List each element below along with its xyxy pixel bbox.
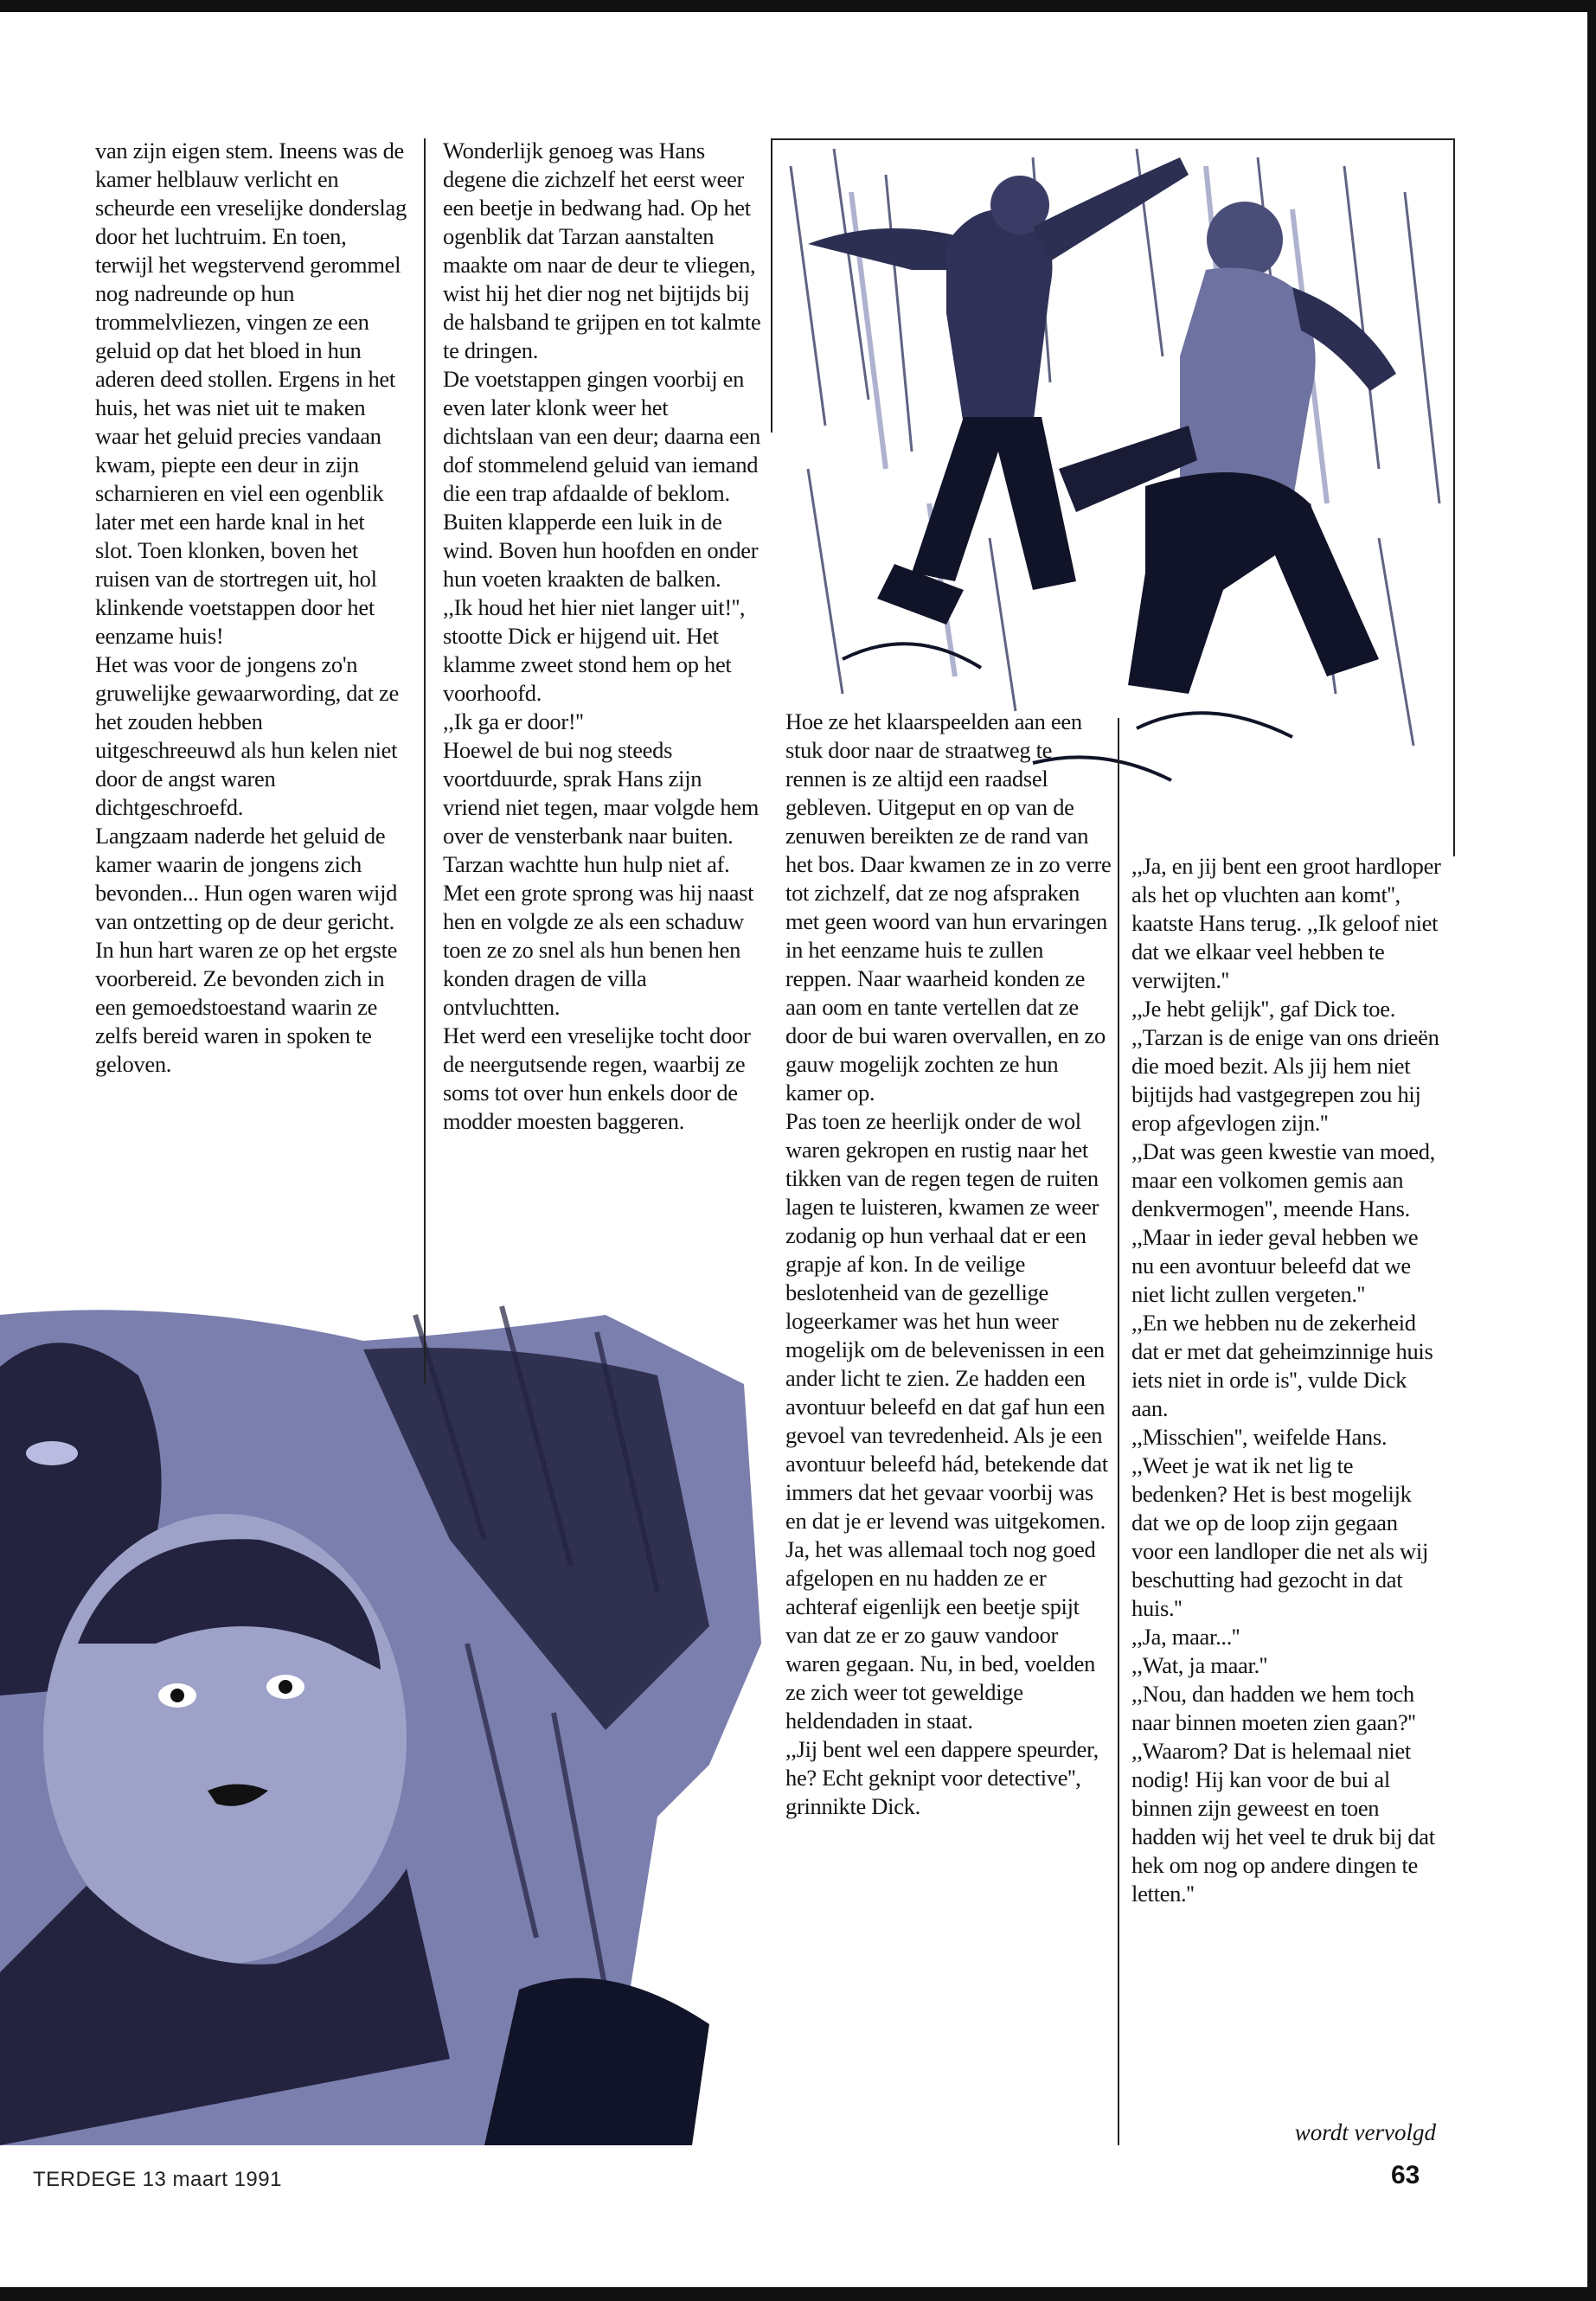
illustration-frame-right — [1453, 138, 1455, 856]
paragraph: ,,Waarom? Dat is helemaal niet nodig! Hij kan voor de bui al binnen zijn geweest en toen hadden wij het veel te druk bij dat hek om nog op andere dingen te letten.'' — [1131, 1738, 1435, 1907]
column-divider — [771, 138, 772, 433]
paragraph: ,,Jij bent wel een dappere speurder, he? Echt geknipt voor detective'', grinnikte Dick. — [785, 1736, 1099, 1819]
column-divider — [1118, 718, 1119, 2145]
publication-footer: TERDEGE 13 maart 1991 — [33, 2168, 282, 2191]
paragraph: ,,Ja, en jij bent een groot hardloper als het op vluchten aan komt'', kaatste Hans terug. ,,Ik geloof niet dat we elkaar veel hebben te verwijten.'' — [1131, 853, 1441, 993]
scan-border-top — [0, 0, 1596, 12]
page-number: 63 — [1391, 2161, 1420, 2189]
paragraph: Het was voor de jongens zo'n gruwelijke gewaarwording, dat ze het zouden hebben uitgeschreeuwd als hun kelen niet door de angst waren dichtgeschroefd. — [95, 651, 399, 820]
article-column-3 — [785, 708, 1114, 1821]
paragraph: van zijn eigen stem. Ineens was de kamer helblauw verlicht en scheurde een vreselijke donderslag door het luchtruim. En toen, terwijl het wegstervend gerommel nog nadreunde op hun trommelvliezen, vingen ze een geluid op dat het bloed in hun aderen deed stollen. Ergens in het huis, het was niet uit te maken waar het geluid precies vandaan kwam, piepte een deur in zijn scharnieren en viel een ogenblik later met een harde knal in het slot. Toen klonken, boven het ruisen van de stortregen uit, hol klinkende voetstappen door het eenzame huis! — [95, 138, 407, 649]
paragraph: Wonderlijk genoeg was Hans degene die zichzelf het eerst weer een beetje in bedwang had. Op het ogenblik dat Tarzan aanstalten maakte om naar de deur te vliegen, wist hij het dier nog net bijtijds bij de halsband te grijpen en tot kalmte te dringen. — [443, 138, 761, 363]
paragraph: De voetstappen gingen voorbij en even later klonk weer het dichtslaan van een deur; daarna een dof stommelend geluid van iemand die een trap afdaalde of beklom. — [443, 366, 760, 506]
article-column-1 — [95, 137, 407, 1079]
paragraph: ,,En we hebben nu de zekerheid dat er met dat geheimzinnige huis iets niet in orde is'', vulde Dick aan. — [1131, 1310, 1433, 1421]
scan-border-bottom — [0, 2287, 1596, 2301]
paragraph: ,,Ik houd het hier niet langer uit!'', stootte Dick er hijgend uit. Het klamme zweet stond hem op het voorhoofd. — [443, 594, 746, 706]
paragraph: ,,Ja, maar...'' — [1131, 1624, 1240, 1650]
paragraph: ,,Nou, dan hadden we hem toch naar binnen moeten zien gaan?'' — [1131, 1681, 1416, 1735]
paragraph: Pas toen ze heerlijk onder de wol waren gekropen en rustig naar het tikken van de regen tegen de ruiten lagen te luisteren, kwamen ze weer zodanig op hun verhaal dat er een grapje af kon. In de veilige beslotenheid van de gezellige logeerkamer was het hun weer mogelijk om de belevenissen in een ander licht te zien. Ze hadden een avontuur beleefd en dat gaf hun een gevoel van tevredenheid. Als je een avontuur beleefd hád, betekende dat immers dat het gevaar voorbij was en dat je er levend was uitgekomen. Ja, het was allemaal toch nog goed afgelopen en nu hadden ze er achteraf eigenlijk een beetje spijt van dat ze er zo gauw vandoor waren gegaan. Nu, in bed, voelden ze zich weer tot geweldige heldendaden in staat. — [785, 1108, 1108, 1734]
to-be-continued-note: wordt vervolgd — [1294, 2119, 1436, 2145]
article-column-2 — [443, 137, 761, 1136]
column-divider — [424, 138, 426, 1384]
illustration-frame-top — [771, 138, 1454, 140]
paragraph: Het werd een vreselijke tocht door de neergutsende regen, waarbij ze soms tot over hun enkels door de modder moesten baggeren. — [443, 1022, 751, 1134]
paragraph: ,,Maar in ieder geval hebben we nu een avontuur beleefd dat we niet licht zullen vergeten.'' — [1131, 1224, 1419, 1307]
paragraph: ,,Ik ga er door!'' — [443, 708, 584, 734]
article-column-4 — [1131, 852, 1443, 1908]
paragraph: ,,Wat, ja maar.'' — [1131, 1652, 1267, 1678]
paragraph: Langzaam naderde het geluid de kamer waarin de jongens zich bevonden... Hun ogen waren wijd van ontzetting op de deur gericht. In hun hart waren ze op het ergste voorbereid. Ze bevonden zich in een gemoedstoestand waarin ze zelfs bereid waren in spoken te geloven. — [95, 823, 398, 1077]
paragraph: ,,Misschien'', weifelde Hans. ,,Weet je wat ik net lig te bedenken? Het is best mogelijk dat we op de loop zijn gegaan voor een landloper die net als wij beschutting had gezocht in dat huis.'' — [1131, 1424, 1429, 1621]
scan-border-right — [1587, 0, 1596, 2301]
frightened-boys-illustration — [0, 1280, 779, 2145]
paragraph: Hoe ze het klaarspeelden aan een stuk door naar de straatweg te rennen is ze altijd een raadsel gebleven. Uitgeput en op van de zenuwen bereikten ze de rand van het bos. Daar kwamen ze in zo verre tot zichzelf, dat ze nog afspraken met geen woord van hun ervaringen in het eenzame huis te zullen reppen. Naar waarheid konden ze aan oom en tante vertellen dat ze door de bui waren overvallen, en zo gauw mogelijk zochten ze hun kamer op. — [785, 708, 1112, 1106]
paragraph: ,,Je hebt gelijk'', gaf Dick toe. ,,Tarzan is de enige van ons drieën die moed bezit. Als jij hem niet bijtijds had vastgegrepen zou hij erop afgevlogen zijn.'' — [1131, 996, 1439, 1136]
paragraph: ,,Dat was geen kwestie van moed, maar een volkomen gemis aan denkvermogen'', meende Hans. — [1131, 1138, 1435, 1221]
paragraph: Hoewel de bui nog steeds voortduurde, sprak Hans zijn vriend niet tegen, maar volgde hem over de vensterbank naar buiten. Tarzan wachtte hun hulp niet af. Met een grote sprong was hij naast hen en volgde ze als een schaduw toen ze zo snel als hun benen hen konden dragen de villa ontvluchtten. — [443, 737, 760, 1020]
paragraph: Buiten klapperde een luik in de wind. Boven hun hoofden en onder hun voeten kraakten de balken. — [443, 509, 759, 592]
